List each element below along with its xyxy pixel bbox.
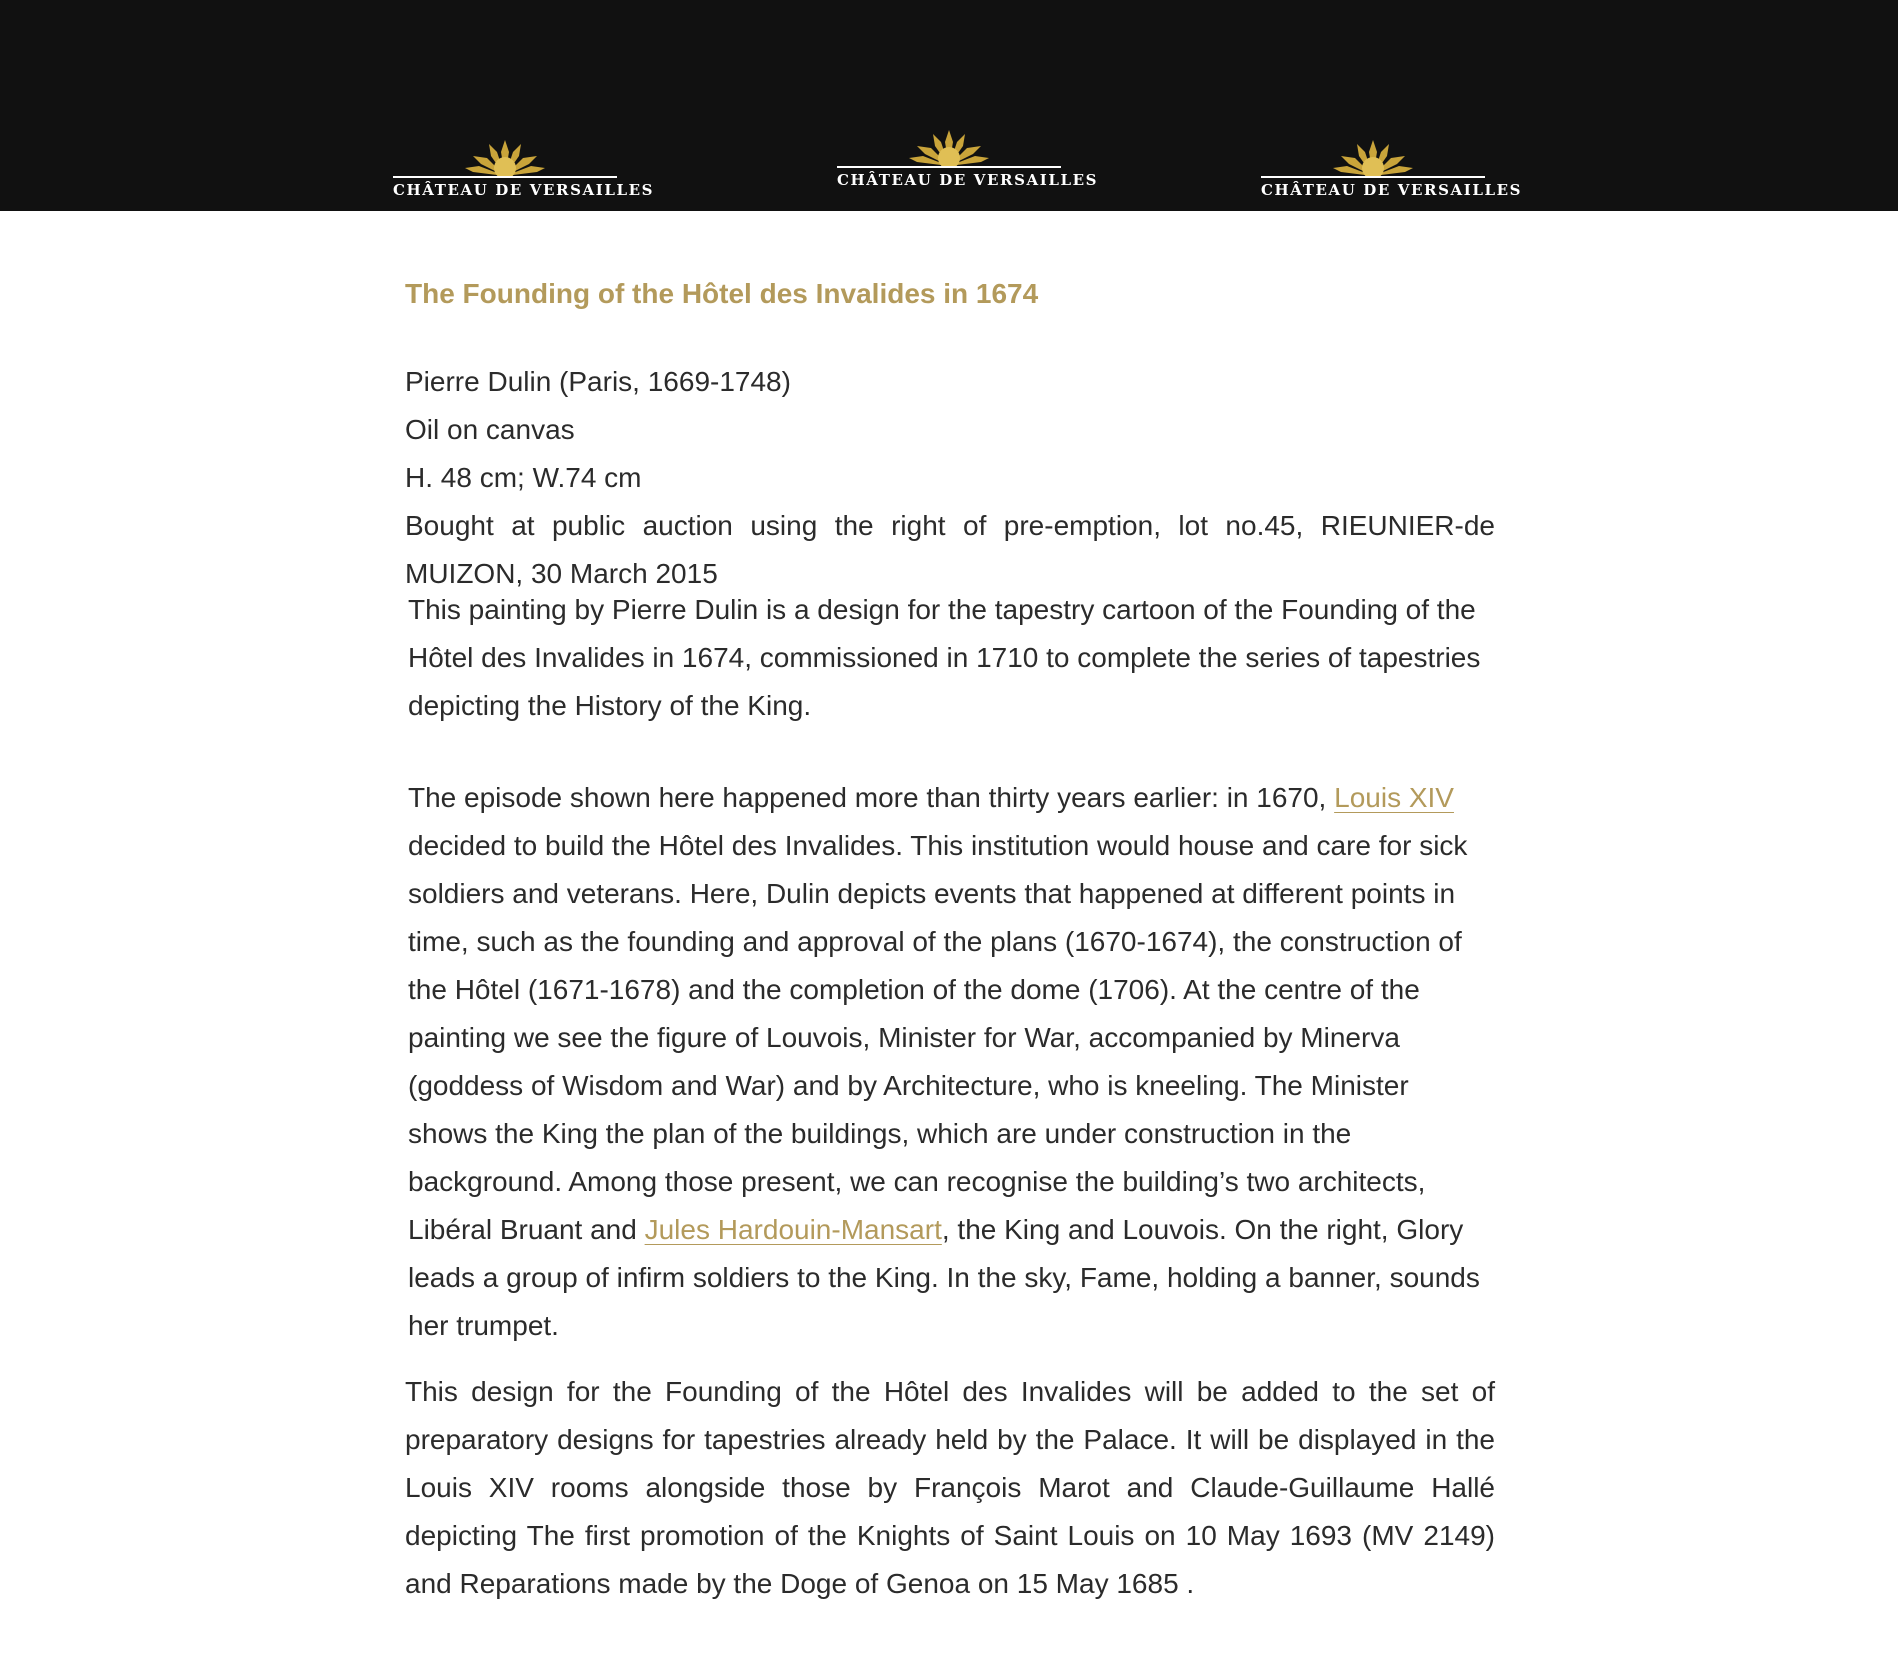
description-paragraph-2 — [408, 774, 1495, 1350]
versailles-logo[interactable] — [390, 138, 655, 199]
article-title: The Founding of the Hôtel des Invalides in 1674 — [405, 278, 1039, 309]
sun-emblem-icon — [907, 128, 991, 166]
paragraph-text: The episode shown here happened more than thirty years earlier: in 1670, — [408, 782, 1335, 813]
medium-line: Oil on canvas — [405, 414, 575, 445]
logo-text: CHÂTEAU DE VERSAILLES — [837, 166, 1061, 189]
artwork-details — [405, 358, 1495, 598]
paragraph-text: decided to build the Hôtel des Invalides. This institution would house and care for sick soldiers and veterans. Here, Dulin depicts events that happened at different points in time, such as the founding and approval of the plans (1670-1674), the construction of the Hôtel (1671-1678) and the completion of the dome (1706). At the centre of the painting we see the figure of Louvois, Minister for War, accompanied by Minerva (goddess of Wisdom and War) and by Architecture, who is kneeling. The Minister shows the King the plan of the buildings, which are under construction in the background. Among those present, we can recognise the building’s two architects, Libéral Bruant and — [408, 830, 1468, 1245]
logo-text: CHÂTEAU DE VERSAILLES — [393, 176, 617, 199]
versailles-logo[interactable] — [834, 128, 1099, 189]
paragraph-text: , the King and Louvois. On the right, Glory leads a group of infirm soldiers to the King. In the sky, Fame, holding a banner, sounds her trumpet. — [408, 1214, 1480, 1341]
artist-line: Pierre Dulin (Paris, 1669-1748) — [405, 366, 791, 397]
acquisition-line: Bought at public auction using the right of pre-emption, lot no.45, RIEUNIER-de MUIZON, 30 March 2015 — [405, 510, 1495, 589]
article-content — [405, 270, 1495, 1636]
sun-emblem-icon — [1331, 138, 1415, 176]
closing-paragraph: This design for the Founding of the Hôtel des Invalides will be added to the set of preparatory designs for tapestries already held by the Palace. It will be displayed in the Louis XIV rooms alongside those by François Marot and Claude-Guillaume Hallé depicting The first promotion of the Knights of Saint Louis on 10 May 1693 (MV 2149) and Reparations made by the Doge of Genoa on 15 May 1685 . — [405, 1376, 1495, 1599]
versailles-logo[interactable] — [1258, 138, 1523, 199]
dimensions-line: H. 48 cm; W.74 cm — [405, 462, 642, 493]
site-header — [0, 0, 1898, 211]
sun-emblem-icon — [463, 138, 547, 176]
description-paragraph-1: This painting by Pierre Dulin is a design for the tapestry cartoon of the Founding of the Hôtel des Invalides in 1674, commissioned in 1710 to complete the series of tapestries depicting the History of the King. — [408, 594, 1481, 721]
hardouin-mansart-link[interactable]: Jules Hardouin-Mansart — [644, 1214, 942, 1245]
logo-text: CHÂTEAU DE VERSAILLES — [1261, 176, 1485, 199]
louis-xiv-link[interactable]: Louis XIV — [1334, 782, 1454, 813]
description — [405, 586, 1495, 1350]
